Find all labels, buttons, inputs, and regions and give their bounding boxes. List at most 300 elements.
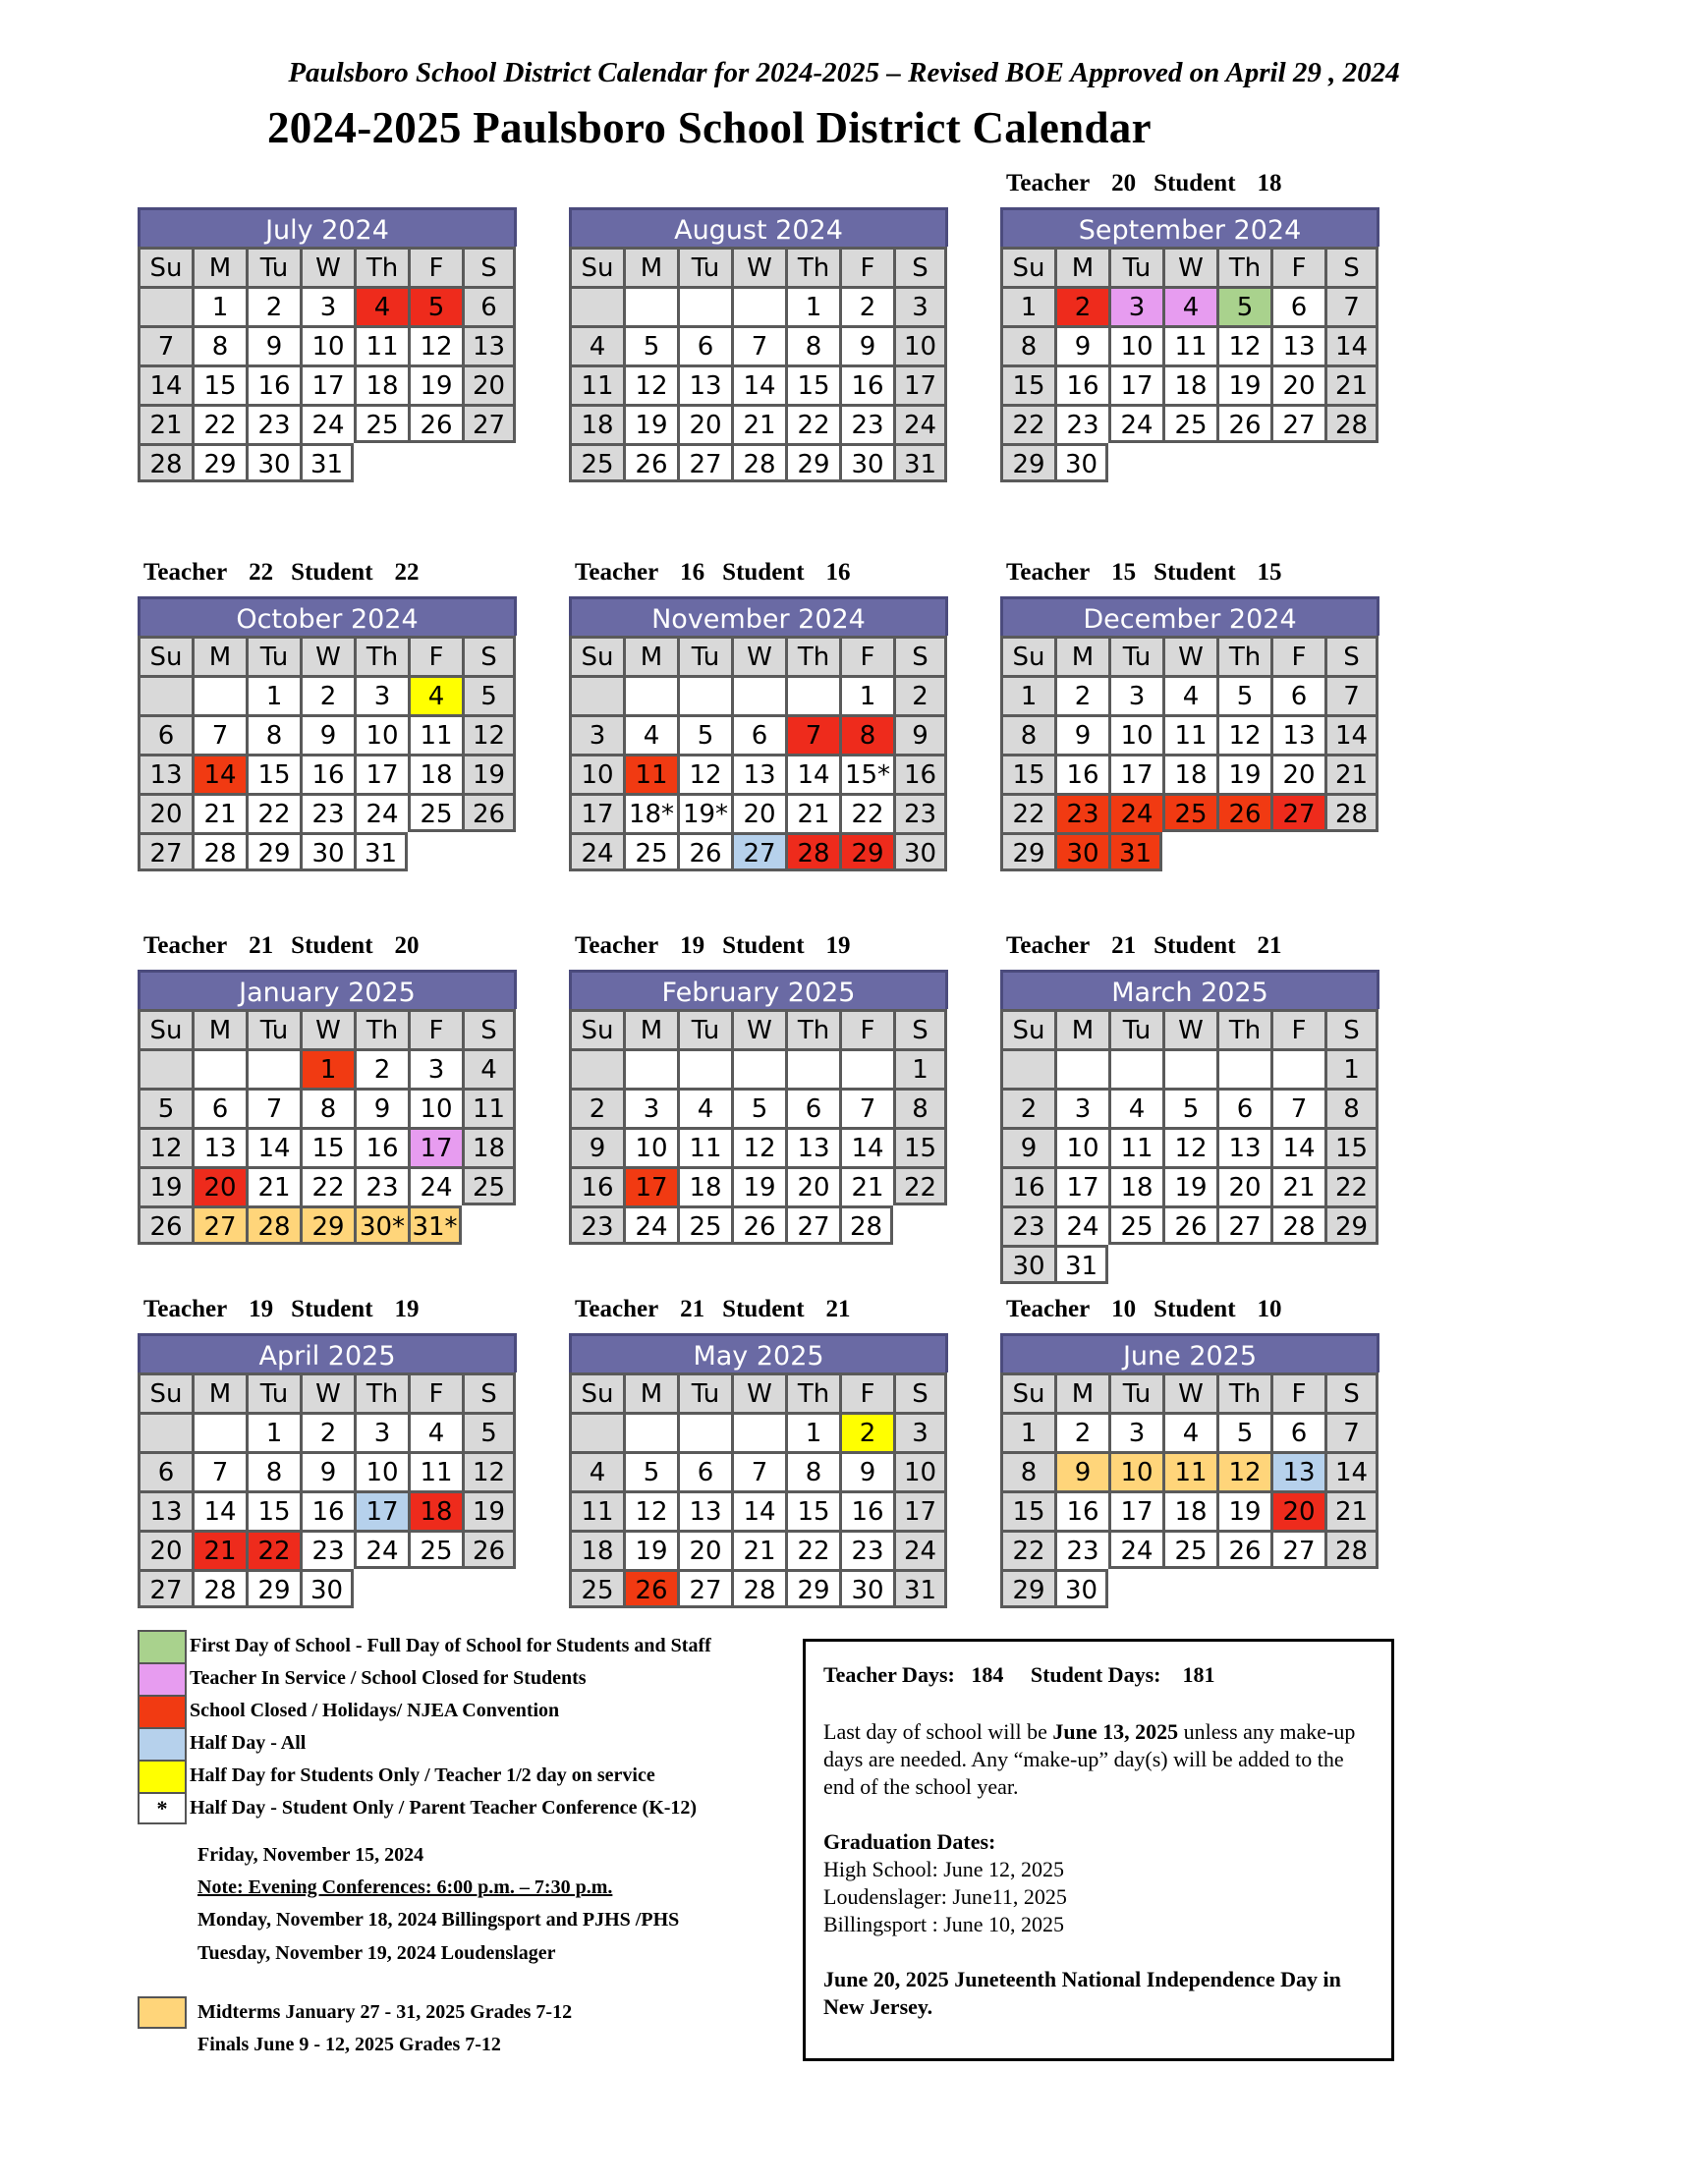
day-cell: 2 bbox=[1054, 675, 1108, 714]
day-cell: 22 bbox=[1000, 1530, 1054, 1569]
weekday-header: F bbox=[839, 1372, 893, 1412]
last-day-date: June 13, 2025 bbox=[1052, 1719, 1179, 1744]
day-cell: 10 bbox=[354, 714, 408, 754]
day-cell: 14 bbox=[1270, 1127, 1324, 1166]
weekday-header: F bbox=[839, 636, 893, 675]
weekday-header: S bbox=[1324, 247, 1379, 286]
blank-day-cell bbox=[192, 1412, 246, 1451]
day-cell: 2 bbox=[893, 675, 947, 714]
blank-day-cell bbox=[1216, 1048, 1270, 1088]
weekday-header: Tu bbox=[677, 636, 731, 675]
day-cell: 26 bbox=[1216, 793, 1270, 832]
weekday-header: S bbox=[893, 1009, 947, 1048]
page-subtitle: Paulsboro School District Calendar for 2024-2025 – Revised BOE Approved on April 29 , 2024 bbox=[288, 57, 1400, 88]
day-cell: 23 bbox=[1054, 1530, 1108, 1569]
empty-slot bbox=[1216, 1569, 1270, 1608]
day-cell: 5 bbox=[462, 1412, 516, 1451]
weekday-header: Th bbox=[1216, 1372, 1270, 1412]
day-cell: 22 bbox=[192, 404, 246, 443]
legend-item bbox=[138, 1727, 711, 1760]
day-cell: 14 bbox=[731, 364, 785, 404]
day-cell: 3 bbox=[893, 1412, 947, 1451]
empty-slot bbox=[1162, 443, 1216, 482]
month-grid bbox=[138, 1009, 517, 1245]
teacher-label: Teacher bbox=[143, 1296, 228, 1322]
day-cell: 16 bbox=[893, 754, 947, 793]
day-cell: 3 bbox=[408, 1048, 462, 1088]
day-counts bbox=[1006, 164, 1282, 203]
day-cell: 6 bbox=[1216, 1088, 1270, 1127]
student-label: Student bbox=[722, 932, 805, 959]
empty-slot bbox=[1108, 1245, 1162, 1284]
day-cell: 19 bbox=[1216, 364, 1270, 404]
weekday-header: M bbox=[1054, 1372, 1108, 1412]
day-cell: 8 bbox=[1000, 325, 1054, 364]
weekday-header: Tu bbox=[677, 1009, 731, 1048]
day-cell: 27 bbox=[785, 1205, 839, 1245]
day-cell: 27 bbox=[192, 1205, 246, 1245]
weekday-header: Th bbox=[785, 636, 839, 675]
day-cell: 8 bbox=[246, 714, 300, 754]
weekday-header: Su bbox=[569, 1372, 623, 1412]
day-cell: 14 bbox=[1324, 714, 1379, 754]
day-cell: 17 bbox=[623, 1166, 677, 1205]
day-cell: 22 bbox=[300, 1166, 354, 1205]
day-cell: 21 bbox=[246, 1166, 300, 1205]
day-cell: 12 bbox=[1216, 714, 1270, 754]
day-cell: 14 bbox=[839, 1127, 893, 1166]
day-cell: 15 bbox=[893, 1127, 947, 1166]
day-cell: 15 bbox=[1000, 754, 1054, 793]
empty-slot bbox=[1270, 1245, 1324, 1284]
day-cell: 7 bbox=[192, 1451, 246, 1490]
month-title: September 2024 bbox=[1000, 207, 1379, 247]
day-cell: 16 bbox=[1054, 1490, 1108, 1530]
day-cell: 28 bbox=[1324, 1530, 1379, 1569]
day-cell: 22 bbox=[785, 404, 839, 443]
blank-day-cell bbox=[731, 286, 785, 325]
weekday-header: Su bbox=[569, 247, 623, 286]
legend-swatch-green bbox=[138, 1630, 187, 1662]
day-cell: 17 bbox=[1108, 754, 1162, 793]
day-cell: 5 bbox=[1216, 1412, 1270, 1451]
month-calendar bbox=[138, 559, 517, 871]
day-cell: 30 bbox=[300, 1569, 354, 1608]
day-cell: 16 bbox=[569, 1166, 623, 1205]
blank-day-cell bbox=[623, 1412, 677, 1451]
blank-day-cell bbox=[677, 286, 731, 325]
info-box bbox=[803, 1639, 1394, 2061]
day-cell: 27 bbox=[1216, 1205, 1270, 1245]
weekday-header: F bbox=[1270, 636, 1324, 675]
day-cell: 12 bbox=[677, 754, 731, 793]
legend-item bbox=[138, 1792, 711, 1824]
day-cell: 1 bbox=[246, 1412, 300, 1451]
weekday-header: Th bbox=[354, 1009, 408, 1048]
day-cell: 18 bbox=[1162, 754, 1216, 793]
day-cell: 15 bbox=[1000, 364, 1054, 404]
empty-slot bbox=[1270, 443, 1324, 482]
day-cell: 28 bbox=[1324, 793, 1379, 832]
blank-day-cell bbox=[623, 675, 677, 714]
conference-note: Note: Evening Conferences: 6:00 p.m. – 7:30 p.m. bbox=[197, 1876, 613, 1898]
student-label: Student bbox=[291, 932, 373, 959]
day-cell: 8 bbox=[785, 325, 839, 364]
day-cell: 13 bbox=[1216, 1127, 1270, 1166]
day-cell: 27 bbox=[731, 832, 785, 871]
day-cell: 7 bbox=[731, 1451, 785, 1490]
day-cell: 16 bbox=[839, 364, 893, 404]
day-cell: 18 bbox=[1162, 364, 1216, 404]
legend-item bbox=[138, 1662, 711, 1695]
month-calendar bbox=[1000, 559, 1379, 871]
day-cell: 6 bbox=[677, 1451, 731, 1490]
day-cell: 10 bbox=[893, 325, 947, 364]
day-cell: 23 bbox=[300, 1530, 354, 1569]
day-cell: 20 bbox=[1270, 1490, 1324, 1530]
student-days-value: 181 bbox=[1182, 1662, 1215, 1687]
day-cell: 25 bbox=[677, 1205, 731, 1245]
day-cell: 1 bbox=[839, 675, 893, 714]
day-cell: 26 bbox=[462, 1530, 516, 1569]
day-cell: 7 bbox=[785, 714, 839, 754]
day-cell: 17 bbox=[354, 1490, 408, 1530]
month-calendar bbox=[1000, 1296, 1379, 1608]
day-cell: 11 bbox=[408, 1451, 462, 1490]
day-cell: 11 bbox=[354, 325, 408, 364]
day-cell: 2 bbox=[1054, 286, 1108, 325]
day-cell: 7 bbox=[1324, 286, 1379, 325]
weekday-header: Th bbox=[1216, 636, 1270, 675]
day-cell: 30 bbox=[246, 443, 300, 482]
day-cell: 8 bbox=[1324, 1088, 1379, 1127]
day-cell: 28 bbox=[1324, 404, 1379, 443]
legend-swatch-blue bbox=[138, 1727, 187, 1760]
day-cell: 29 bbox=[192, 443, 246, 482]
day-cell: 17 bbox=[1108, 1490, 1162, 1530]
day-cell: 31 bbox=[354, 832, 408, 871]
empty-slot bbox=[1162, 1245, 1216, 1284]
day-cell: 16 bbox=[1000, 1166, 1054, 1205]
day-cell: 30 bbox=[893, 832, 947, 871]
student-label: Student bbox=[291, 559, 373, 586]
empty-slot bbox=[1324, 1569, 1379, 1608]
day-cell: 5 bbox=[462, 675, 516, 714]
graduation-title: Graduation Dates: bbox=[823, 1829, 996, 1854]
day-cell: 30 bbox=[300, 832, 354, 871]
student-count: 19 bbox=[394, 1296, 420, 1322]
day-cell: 7 bbox=[839, 1088, 893, 1127]
legend-item bbox=[138, 1760, 711, 1792]
month-title: November 2024 bbox=[569, 596, 948, 636]
teacher-count: 19 bbox=[249, 1296, 274, 1322]
day-cell: 21 bbox=[1324, 1490, 1379, 1530]
day-cell: 23 bbox=[1054, 793, 1108, 832]
day-cell: 14 bbox=[246, 1127, 300, 1166]
legend-swatch-orange bbox=[138, 1996, 187, 2029]
day-cell: 24 bbox=[354, 1530, 408, 1569]
day-cell: 25 bbox=[462, 1166, 516, 1205]
weekday-header: F bbox=[1270, 1372, 1324, 1412]
weekday-header: Tu bbox=[1108, 1372, 1162, 1412]
blank-day-cell bbox=[138, 1048, 192, 1088]
student-label: Student bbox=[1153, 559, 1236, 586]
day-cell: 29 bbox=[246, 832, 300, 871]
day-cell: 14 bbox=[1324, 1451, 1379, 1490]
teacher-label: Teacher bbox=[1006, 932, 1091, 959]
day-counts bbox=[575, 553, 851, 592]
day-cell: 20 bbox=[1216, 1166, 1270, 1205]
teacher-count: 22 bbox=[249, 559, 274, 586]
blank-day-cell bbox=[1270, 1048, 1324, 1088]
month-title: June 2025 bbox=[1000, 1333, 1379, 1372]
blank-day-cell bbox=[731, 675, 785, 714]
day-cell: 7 bbox=[138, 325, 192, 364]
day-cell: 31 bbox=[893, 1569, 947, 1608]
weekday-header: W bbox=[300, 1009, 354, 1048]
weekday-header: Su bbox=[138, 1372, 192, 1412]
teacher-count: 15 bbox=[1111, 559, 1137, 586]
weekday-header: W bbox=[731, 247, 785, 286]
weekday-header: Tu bbox=[246, 247, 300, 286]
weekday-header: F bbox=[1270, 247, 1324, 286]
day-cell: 3 bbox=[893, 286, 947, 325]
day-cell: 2 bbox=[839, 1412, 893, 1451]
day-counts bbox=[143, 1290, 420, 1329]
month-calendar bbox=[569, 932, 948, 1245]
empty-slot bbox=[1270, 1569, 1324, 1608]
legend-label: Half Day for Students Only / Teacher 1/2 day on service bbox=[190, 1764, 655, 1786]
day-cell: 2 bbox=[1000, 1088, 1054, 1127]
day-cell: 6 bbox=[138, 714, 192, 754]
day-cell: 21 bbox=[785, 793, 839, 832]
day-cell: 17 bbox=[893, 364, 947, 404]
day-cell: 28 bbox=[192, 1569, 246, 1608]
weekday-header: Su bbox=[1000, 1009, 1054, 1048]
day-cell: 2 bbox=[354, 1048, 408, 1088]
blank-day-cell bbox=[569, 286, 623, 325]
month-title: January 2025 bbox=[138, 970, 517, 1009]
blank-day-cell bbox=[1108, 1048, 1162, 1088]
month-grid bbox=[569, 1009, 948, 1245]
day-cell: 17 bbox=[300, 364, 354, 404]
day-cell: 22 bbox=[1000, 793, 1054, 832]
day-cell: 25 bbox=[354, 404, 408, 443]
day-cell: 5 bbox=[677, 714, 731, 754]
month-calendar bbox=[138, 1296, 517, 1608]
day-cell: 23 bbox=[354, 1166, 408, 1205]
day-cell: 4 bbox=[569, 325, 623, 364]
weekday-header: Su bbox=[138, 247, 192, 286]
finals-text: Finals June 9 - 12, 2025 Grades 7-12 bbox=[197, 2034, 501, 2055]
day-cell: 21 bbox=[1324, 754, 1379, 793]
month-title: March 2025 bbox=[1000, 970, 1379, 1009]
day-cell: 30 bbox=[1054, 832, 1108, 871]
day-cell: 12 bbox=[731, 1127, 785, 1166]
blank-day-cell bbox=[246, 1048, 300, 1088]
graduation-loudenslager: Loudenslager: June11, 2025 bbox=[823, 1884, 1067, 1909]
weekday-header: M bbox=[1054, 636, 1108, 675]
teacher-label: Teacher bbox=[1006, 1296, 1091, 1322]
day-cell: 11 bbox=[408, 714, 462, 754]
day-cell: 6 bbox=[785, 1088, 839, 1127]
day-cell: 26 bbox=[1216, 1530, 1270, 1569]
day-cell: 5 bbox=[1216, 286, 1270, 325]
day-cell: 13 bbox=[192, 1127, 246, 1166]
blank-day-cell bbox=[785, 1048, 839, 1088]
day-cell: 18 bbox=[408, 754, 462, 793]
weekday-header: M bbox=[192, 247, 246, 286]
month-calendar bbox=[569, 1296, 948, 1608]
day-cell: 24 bbox=[893, 404, 947, 443]
day-cell: 10 bbox=[408, 1088, 462, 1127]
day-cell: 6 bbox=[192, 1088, 246, 1127]
empty-slot bbox=[462, 832, 516, 871]
day-cell: 27 bbox=[1270, 793, 1324, 832]
day-cell: 3 bbox=[569, 714, 623, 754]
day-cell: 31 bbox=[300, 443, 354, 482]
blank-day-cell bbox=[677, 1048, 731, 1088]
blank-day-cell bbox=[839, 1048, 893, 1088]
weekday-header: F bbox=[408, 636, 462, 675]
day-cell: 24 bbox=[569, 832, 623, 871]
day-cell: 4 bbox=[354, 286, 408, 325]
day-cell: 3 bbox=[1108, 675, 1162, 714]
weekday-header: M bbox=[623, 247, 677, 286]
weekday-header: M bbox=[1054, 247, 1108, 286]
day-cell: 26 bbox=[623, 443, 677, 482]
day-cell: 27 bbox=[1270, 404, 1324, 443]
day-cell: 11 bbox=[462, 1088, 516, 1127]
day-cell: 29 bbox=[785, 443, 839, 482]
month-calendar bbox=[569, 207, 948, 482]
empty-slot bbox=[1270, 832, 1324, 871]
day-cell: 21 bbox=[192, 1530, 246, 1569]
blank-day-cell bbox=[677, 1412, 731, 1451]
day-cell: 13 bbox=[677, 364, 731, 404]
day-cell: 30* bbox=[354, 1205, 408, 1245]
day-counts bbox=[143, 553, 420, 592]
month-title: July 2024 bbox=[138, 207, 517, 247]
day-cell: 24 bbox=[354, 793, 408, 832]
day-cell: 10 bbox=[300, 325, 354, 364]
day-cell: 3 bbox=[623, 1088, 677, 1127]
day-cell: 19 bbox=[1216, 754, 1270, 793]
weekday-header: Th bbox=[1216, 247, 1270, 286]
weekday-header: Su bbox=[138, 1009, 192, 1048]
weekday-header: W bbox=[731, 1009, 785, 1048]
month-grid bbox=[138, 636, 517, 871]
weekday-header: M bbox=[623, 636, 677, 675]
day-cell: 28 bbox=[192, 832, 246, 871]
day-cell: 10 bbox=[1108, 714, 1162, 754]
weekday-header: Tu bbox=[1108, 1009, 1162, 1048]
weekday-header: Th bbox=[1216, 1009, 1270, 1048]
day-cell: 8 bbox=[839, 714, 893, 754]
day-cell: 13 bbox=[1270, 1451, 1324, 1490]
month-grid bbox=[138, 247, 517, 482]
blank-day-cell bbox=[569, 675, 623, 714]
day-cell: 20 bbox=[677, 1530, 731, 1569]
day-cell: 22 bbox=[893, 1166, 947, 1205]
day-cell: 28 bbox=[1270, 1205, 1324, 1245]
student-count: 19 bbox=[825, 932, 851, 959]
day-cell: 3 bbox=[300, 286, 354, 325]
weekday-header: Su bbox=[1000, 1372, 1054, 1412]
empty-slot bbox=[1216, 443, 1270, 482]
day-cell: 30 bbox=[839, 1569, 893, 1608]
day-cell: 13 bbox=[138, 1490, 192, 1530]
weekday-header: Su bbox=[138, 636, 192, 675]
day-cell: 16 bbox=[354, 1127, 408, 1166]
day-cell: 20 bbox=[1270, 364, 1324, 404]
day-cell: 16 bbox=[300, 754, 354, 793]
day-cell: 7 bbox=[1270, 1088, 1324, 1127]
day-cell: 24 bbox=[408, 1166, 462, 1205]
day-cell: 9 bbox=[839, 1451, 893, 1490]
day-cell: 8 bbox=[1000, 714, 1054, 754]
month-grid bbox=[1000, 247, 1379, 482]
day-cell: 18 bbox=[1108, 1166, 1162, 1205]
student-count: 22 bbox=[394, 559, 420, 586]
day-cell: 18* bbox=[623, 793, 677, 832]
day-cell: 15* bbox=[839, 754, 893, 793]
day-cell: 6 bbox=[1270, 286, 1324, 325]
weekday-header: M bbox=[192, 1009, 246, 1048]
legend-swatch-asterisk: * bbox=[138, 1792, 187, 1824]
teacher-label: Teacher bbox=[1006, 559, 1091, 586]
day-cell: 4 bbox=[1108, 1088, 1162, 1127]
day-cell: 26 bbox=[408, 404, 462, 443]
blank-day-cell bbox=[623, 1048, 677, 1088]
day-cell: 17 bbox=[893, 1490, 947, 1530]
day-cell: 25 bbox=[408, 1530, 462, 1569]
empty-slot bbox=[408, 443, 462, 482]
day-cell: 20 bbox=[677, 404, 731, 443]
day-cell: 12 bbox=[1216, 325, 1270, 364]
blank-day-cell bbox=[623, 286, 677, 325]
student-count: 10 bbox=[1257, 1296, 1282, 1322]
day-cell: 27 bbox=[138, 832, 192, 871]
month-title: December 2024 bbox=[1000, 596, 1379, 636]
day-cell: 27 bbox=[1270, 1530, 1324, 1569]
day-cell: 21 bbox=[138, 404, 192, 443]
day-cell: 19 bbox=[1216, 1490, 1270, 1530]
day-cell: 26 bbox=[138, 1205, 192, 1245]
day-cell: 9 bbox=[246, 325, 300, 364]
day-cell: 29 bbox=[1000, 1569, 1054, 1608]
day-cell: 11 bbox=[677, 1127, 731, 1166]
day-cell: 29 bbox=[785, 1569, 839, 1608]
legend-item bbox=[138, 1695, 711, 1727]
empty-slot bbox=[1324, 443, 1379, 482]
weekday-header: S bbox=[462, 1009, 516, 1048]
day-cell: 24 bbox=[893, 1530, 947, 1569]
day-cell: 24 bbox=[623, 1205, 677, 1245]
juneteenth-note: June 20, 2025 Juneteenth National Independence Day in New Jersey. bbox=[823, 1967, 1341, 2019]
student-label: Student bbox=[291, 1296, 373, 1322]
day-cell: 11 bbox=[569, 1490, 623, 1530]
weekday-header: W bbox=[300, 247, 354, 286]
day-cell: 4 bbox=[1162, 286, 1216, 325]
day-cell: 12 bbox=[623, 364, 677, 404]
teacher-label: Teacher bbox=[575, 932, 659, 959]
legend-label: Half Day - Student Only / Parent Teacher Conference (K-12) bbox=[190, 1797, 698, 1819]
teacher-days-label: Teacher Days: bbox=[823, 1662, 955, 1687]
empty-slot bbox=[462, 443, 516, 482]
day-cell: 7 bbox=[246, 1088, 300, 1127]
day-cell: 9 bbox=[300, 714, 354, 754]
